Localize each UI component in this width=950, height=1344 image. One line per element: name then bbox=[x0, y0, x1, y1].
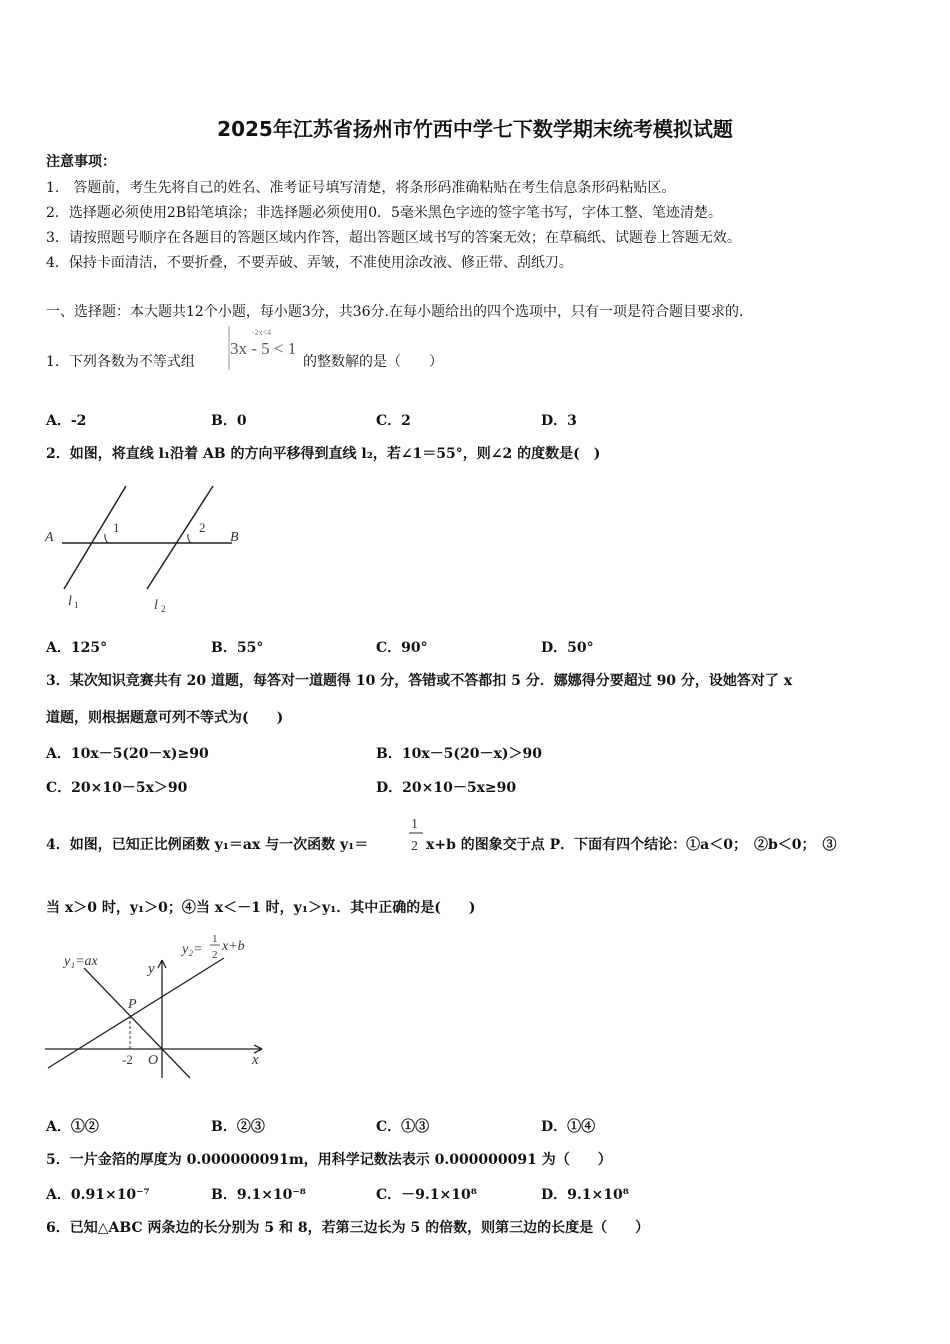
q4-option-a: A．①② bbox=[46, 1119, 99, 1135]
q1-stem-after: 的整数解的是（ ） bbox=[303, 354, 443, 370]
q4-label-o: O bbox=[148, 1053, 159, 1068]
q4-figure bbox=[40, 928, 270, 1084]
q2-option-d: D．50° bbox=[541, 640, 594, 656]
q1-option-d: D．3 bbox=[541, 413, 577, 429]
q1-ineq-top: -2x<4 bbox=[252, 328, 272, 337]
q4-label-y1: y₁=ax bbox=[64, 954, 98, 969]
q4-label-y2-den: 2 bbox=[212, 949, 218, 961]
q4-option-d: D．①④ bbox=[541, 1119, 596, 1135]
q3-option-d: D．20×10－5x≥90 bbox=[376, 780, 517, 796]
q2-option-b: B．55° bbox=[211, 640, 264, 656]
q4-stem-line2: 当 x＞0 时，y₁＞0；④当 x＜－1 时，y₁＞y₁．其中正确的是( ) bbox=[46, 900, 476, 916]
q4-stem-line1-b: x+b 的图象交于点 P．下面有四个结论：①a＜0； ②b＜0； ③ bbox=[426, 837, 837, 853]
page-title: 2025年江苏省扬州市竹西中学七下数学期末统考模拟试题 bbox=[217, 117, 733, 141]
q2-label-l1-sub: 1 bbox=[74, 600, 79, 610]
q4-line-y1 bbox=[84, 968, 190, 1078]
q2-option-c: C．90° bbox=[376, 640, 428, 656]
q2-label-l1: l bbox=[68, 594, 72, 609]
q4-line-y2 bbox=[48, 958, 224, 1068]
q4-label-p: P bbox=[128, 997, 137, 1012]
q2-label-a: A bbox=[45, 530, 54, 545]
notice-heading: 注意事项： bbox=[46, 154, 116, 170]
q4-option-c: C．①③ bbox=[376, 1119, 430, 1135]
q4-fraction bbox=[406, 810, 426, 862]
q2-line-l2 bbox=[147, 486, 213, 589]
q4-label-y2: y₂= bbox=[182, 942, 203, 957]
q6-stem: 6．已知△ABC 两条边的长分别为 5 和 8，若第三边长为 5 的倍数，则第三边的长度是（ ） bbox=[46, 1220, 650, 1236]
q4-stem-line1-a: 4．如图，已知正比例函数 y₁＝ax 与一次函数 y₁＝ bbox=[46, 837, 369, 853]
q2-figure bbox=[40, 478, 250, 624]
q1-option-a: A．-2 bbox=[46, 413, 87, 429]
q1-option-c: C．2 bbox=[376, 413, 411, 429]
notice-item-1: 1. 答题前，考生先将自己的姓名、准考证号填写清楚，将条形码准确粘贴在考生信息条形码粘贴区。 bbox=[46, 180, 676, 196]
q3-stem-line1: 3．某次知识竞赛共有 20 道题，每答对一道题得 10 分，答错或不答都扣 5 分．娜娜得分要超过 90 分，设她答对了 x bbox=[46, 673, 793, 689]
q4-option-b: B．②③ bbox=[211, 1119, 265, 1135]
q2-angle1-arc bbox=[105, 534, 108, 543]
q4-label-y-axis: y bbox=[148, 961, 155, 977]
q1-option-b: B．0 bbox=[211, 413, 247, 429]
q2-angle2-arc bbox=[188, 534, 191, 543]
q4-label-y2-rest: x+b bbox=[222, 939, 245, 954]
q5-stem: 5．一片金箔的厚度为 0.000000091m，用科学记数法表示 0.000000091 为（ ） bbox=[46, 1152, 612, 1168]
q1-inequality-system bbox=[226, 324, 302, 372]
notice-item-4: 4．保持卡面清洁，不要折叠，不要弄破、弄皱，不准使用涂改液、修正带、刮纸刀。 bbox=[46, 255, 573, 271]
q3-stem-line2: 道题，则根据题意可列不等式为( ) bbox=[46, 710, 284, 726]
q4-label-y2-num: 1 bbox=[212, 933, 218, 945]
q2-label-angle2: 2 bbox=[199, 520, 206, 535]
q3-option-b: B．10x－5(20－x)＞90 bbox=[376, 746, 542, 762]
q4-frac-num: 1 bbox=[411, 817, 418, 832]
q2-label-l2-sub: 2 bbox=[161, 604, 166, 614]
q5-option-d: D．9.1×10⁸ bbox=[541, 1187, 629, 1203]
q2-stem: 2．如图，将直线 l₁沿着 AB 的方向平移得到直线 l₂，若∠1＝55°，则∠2 的度数是( ) bbox=[46, 446, 601, 462]
q4-label-x-axis: x bbox=[252, 1052, 259, 1068]
q5-option-c: C．－9.1×10⁸ bbox=[376, 1187, 477, 1203]
notice-item-2: 2．选择题必须使用2B铅笔填涂；非选择题必须使用0．5毫米黑色字迹的签字笔书写，字体工整、笔迹清楚。 bbox=[46, 205, 722, 221]
q3-option-a: A．10x－5(20－x)≥90 bbox=[46, 746, 209, 762]
q4-label-minus2: -2 bbox=[122, 1052, 133, 1067]
section-heading: 一、选择题：本大题共12个小题，每小题3分，共36分.在每小题给出的四个选项中，只有一项是符合题目要求的. bbox=[46, 304, 744, 320]
q2-label-l2: l bbox=[154, 598, 158, 613]
q2-line-l1 bbox=[64, 486, 126, 589]
q2-label-b: B bbox=[230, 530, 239, 545]
q2-label-angle1: 1 bbox=[113, 520, 120, 535]
notice-item-3: 3．请按照题号顺序在各题目的答题区域内作答，超出答题区域书写的答案无效；在草稿纸、试题卷上答题无效。 bbox=[46, 230, 741, 246]
q2-option-a: A．125° bbox=[46, 640, 108, 656]
q5-option-a: A．0.91×10⁻⁷ bbox=[46, 1187, 150, 1203]
q1-ineq-main: 3x - 5 < 1 bbox=[230, 339, 297, 358]
q4-frac-den: 2 bbox=[411, 839, 418, 854]
q5-option-b: B．9.1×10⁻⁸ bbox=[211, 1187, 306, 1203]
q1-stem-before: 1．下列各数为不等式组 bbox=[46, 354, 195, 370]
q3-option-c: C．20×10－5x＞90 bbox=[46, 780, 188, 796]
